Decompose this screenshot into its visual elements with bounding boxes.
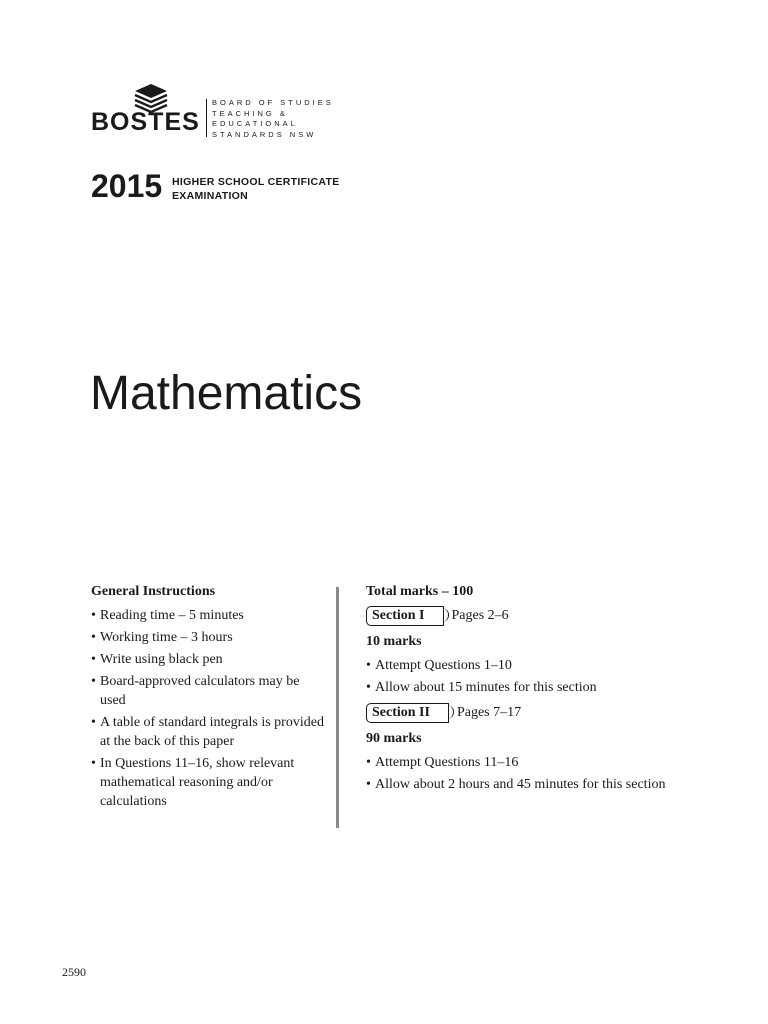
instruction-item: • In Questions 11–16, show relevant mathematical reasoning and/or calculations bbox=[91, 754, 326, 811]
board-name-line: TEACHING & bbox=[212, 108, 288, 118]
section-2-pages: Pages 7–17 bbox=[456, 705, 522, 720]
instruction-item: • Working time – 3 hours bbox=[91, 628, 326, 647]
paper-code: 2590 bbox=[62, 965, 86, 979]
exam-year: 2015 bbox=[91, 168, 163, 204]
exam-title-line: EXAMINATION bbox=[172, 190, 249, 202]
bostes-wordmark: BOSTES bbox=[91, 108, 200, 136]
section-1-item: • Allow about 15 minutes for this section bbox=[366, 678, 666, 697]
instruction-item: • Board-approved calculators may be used bbox=[91, 672, 326, 710]
board-name-line: STANDARDS NSW bbox=[212, 129, 317, 139]
section-1-label: Section I bbox=[366, 606, 444, 626]
subject-title: Mathematics bbox=[90, 367, 363, 420]
instruction-item: • Reading time – 5 minutes bbox=[91, 606, 326, 625]
section-1-list bbox=[366, 656, 666, 697]
section-1-marks: 10 marks bbox=[366, 634, 422, 649]
section-1-header bbox=[366, 606, 666, 626]
section-1-pages: Pages 2–6 bbox=[451, 608, 509, 623]
board-name bbox=[212, 98, 334, 140]
board-name-line: BOARD OF STUDIES bbox=[212, 98, 334, 107]
general-instructions-heading: General Instructions bbox=[91, 584, 216, 599]
instruction-item: • Write using black pen bbox=[91, 650, 326, 669]
column-divider bbox=[336, 587, 339, 828]
marks-summary bbox=[366, 584, 666, 797]
logo-divider bbox=[206, 99, 207, 137]
general-instructions bbox=[91, 584, 326, 814]
instruction-item: • A table of standard integrals is provided at the back of this paper bbox=[91, 713, 326, 751]
section-2-list bbox=[366, 753, 666, 794]
board-name-line: EDUCATIONAL bbox=[212, 119, 298, 128]
section-2-label: Section II bbox=[366, 703, 449, 723]
section-2-header bbox=[366, 703, 666, 723]
total-marks: Total marks – 100 bbox=[366, 584, 474, 599]
section-1-item: • Attempt Questions 1–10 bbox=[366, 656, 666, 675]
section-2-marks: 90 marks bbox=[366, 731, 422, 746]
exam-title bbox=[172, 175, 340, 203]
section-2-item: • Attempt Questions 11–16 bbox=[366, 753, 666, 772]
section-2-item: • Allow about 2 hours and 45 minutes for this section bbox=[366, 775, 666, 794]
exam-title-line: HIGHER SCHOOL CERTIFICATE bbox=[172, 176, 340, 188]
instructions-list bbox=[91, 606, 326, 811]
